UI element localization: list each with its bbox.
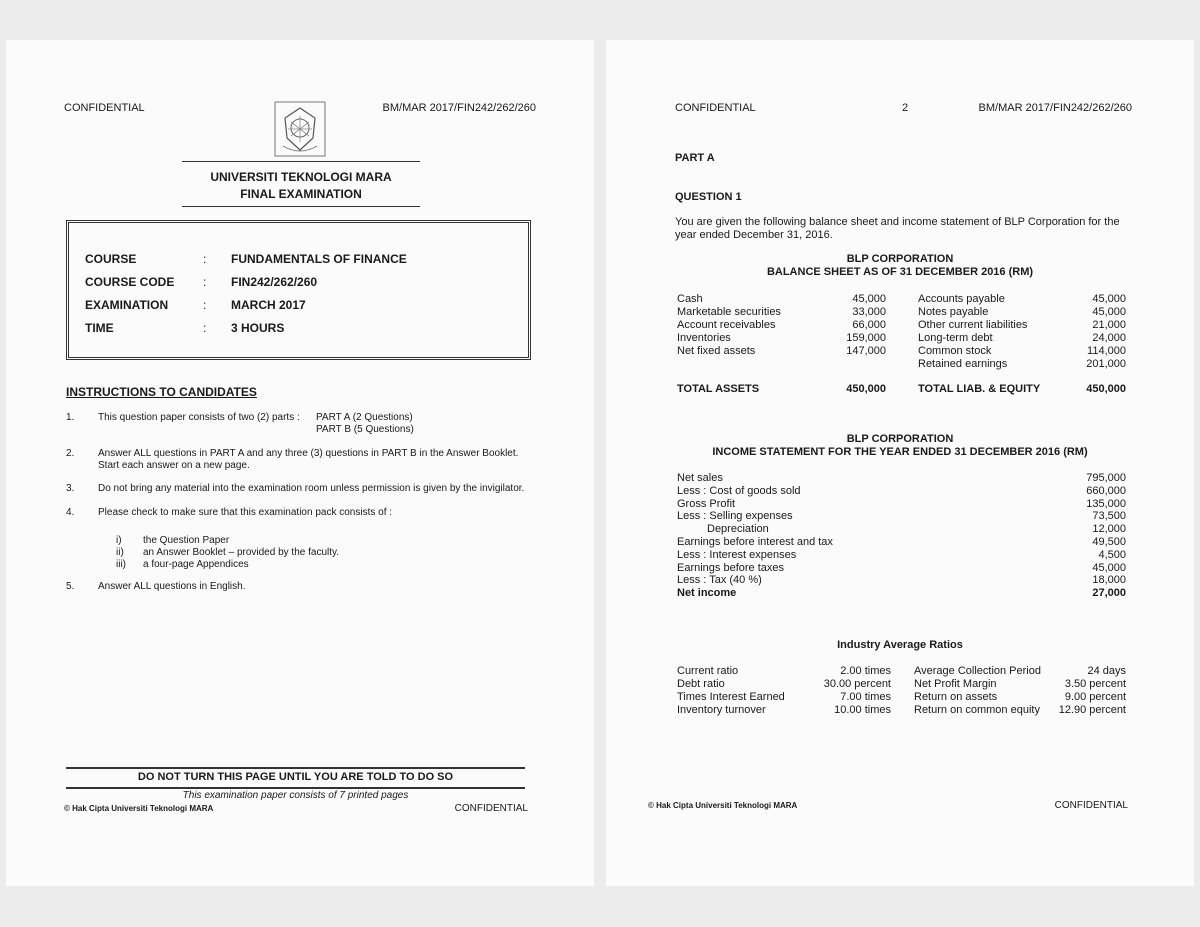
asset-label: Inventories [677,332,731,344]
income-line-value: 660,000 [1086,484,1126,497]
liability-label: Retained earnings [918,358,1008,370]
income-line-value: 49,500 [1092,536,1126,548]
question-intro: year ended December 31, 2016. [675,229,833,241]
footer-rule-top [66,767,525,769]
income-line-label: Net sales [677,472,723,484]
info-separator: : [203,298,207,312]
cover-page [6,40,594,886]
income-line-label: Gross Profit [677,497,736,510]
income-line-value: 795,000 [1086,472,1126,484]
income-line-value: 135,000 [1086,497,1126,510]
instruction-number: 1. [66,412,75,423]
confidential-header: CONFIDENTIAL [675,102,756,114]
confidential-header: CONFIDENTIAL [64,102,145,114]
course-code-header: BM/MAR 2017/FIN242/262/260 [978,102,1132,114]
income-line-label: Less : Tax (40 %) [677,574,762,587]
ratio-label: Current ratio [677,665,739,677]
liability-label: Common stock [918,345,992,357]
income-line-value: 18,000 [1092,574,1126,587]
do-not-turn-warning: DO NOT TURN THIS PAGE UNTIL YOU ARE TOLD TO DO SO [137,771,454,783]
income-line-value: 12,000 [1092,523,1126,536]
income-line-value: 27,000 [1092,587,1126,600]
asset-value: 159,000 [846,332,886,344]
ratio-label: Times Interest Earned [677,691,785,703]
total-assets-label: TOTAL ASSETS [677,383,760,395]
ratio-value: 7.00 times [840,691,891,703]
info-separator: : [203,252,207,266]
ratio-value: 3.50 percent [1064,678,1126,690]
footer-rule-bottom [66,787,525,789]
confidential-footer: CONFIDENTIAL [454,803,528,814]
question-page [606,40,1194,886]
income-line-value: 73,500 [1092,510,1126,523]
course-code-value: FIN242/262/260 [231,275,318,289]
total-assets-value: 450,000 [846,383,886,395]
confidential-footer: CONFIDENTIAL [1054,800,1128,811]
info-separator: : [203,321,207,335]
income-line-label: Less : Selling expenses [677,510,793,523]
income-line-label: Earnings before interest and tax [677,536,833,548]
liability-value: 24,000 [1092,332,1126,344]
liability-label: Long-term debt [918,332,993,344]
examination-label: EXAMINATION [85,298,169,312]
income-line-label: Less : Interest expenses [677,548,797,561]
ratio-label: Net Profit Margin [914,678,997,690]
sublist-number: i) [116,535,122,546]
income-line-label: Depreciation [707,523,769,536]
ratio-label: Inventory turnover [677,704,766,716]
instruction-text: Start each answer on a new page. [98,460,250,471]
ratio-value: 2.00 times [840,665,891,677]
income-statement-title: INCOME STATEMENT FOR THE YEAR ENDED 31 DECEMBER 2016 (RM) [712,446,1088,458]
balance-sheet-title: BALANCE SHEET AS OF 31 DECEMBER 2016 (RM) [766,266,1034,278]
instruction-text: Answer ALL questions in English. [98,581,246,592]
ratio-value: 10.00 times [834,704,891,716]
instruction-number: 3. [66,483,75,494]
liability-value: 45,000 [1092,306,1126,318]
university-name: UNIVERSITI TEKNOLOGI MARA [210,170,392,184]
asset-value: 45,000 [852,293,886,305]
income-line-value: 4,500 [1098,548,1126,561]
question-intro: You are given the following balance sheet and income statement of BLP Corporation for the [675,216,1120,228]
ratio-value: 30.00 percent [823,678,891,690]
copyright-notice: © Hak Cipta Universiti Teknologi MARA [64,804,214,813]
instruction-text: Do not bring any material into the examination room unless permission is given by the invigilator. [98,483,525,494]
instruction-text: Answer ALL questions in PART A and any three (3) questions in PART B in the Answer Booklet. [98,448,519,459]
ratio-label: Average Collection Period [914,665,1041,677]
liability-value: 114,000 [1087,345,1126,357]
sublist-item: the Question Paper [143,535,230,546]
asset-label: Marketable securities [677,306,781,318]
sublist-item: an Answer Booklet – provided by the faculty. [143,547,340,558]
ratio-label: Return on common equity [914,704,1040,716]
income-statement-company: BLP CORPORATION [846,433,954,445]
course-code-label: COURSE CODE [85,275,175,289]
ratio-value: 24 days [1087,665,1126,677]
instruction-number: 5. [66,581,75,592]
asset-label: Account receivables [677,319,776,331]
sublist-number: iii) [116,559,126,570]
ratio-value: 9.00 percent [1064,691,1126,703]
copyright-notice: © Hak Cipta Universiti Teknologi MARA [648,801,798,810]
instruction-text: This question paper consists of two (2) parts : [98,412,300,423]
page-count-note: This examination paper consists of 7 printed pages [182,790,409,801]
sublist-number: ii) [116,547,124,558]
income-line-label: Less : Cost of goods sold [677,484,801,497]
asset-value: 33,000 [852,306,886,318]
liability-label: Other current liabilities [918,319,1028,331]
question-heading: QUESTION 1 [675,191,742,203]
liability-label: Accounts payable [918,293,1005,305]
course-info-box [66,220,531,360]
title-rule-top [182,161,420,162]
ratio-value: 12.90 percent [1058,704,1126,716]
time-value: 3 HOURS [231,321,285,335]
income-line-label: Earnings before taxes [677,561,785,574]
liability-value: 21,000 [1092,319,1126,331]
instruction-number: 4. [66,507,75,518]
exam-title: FINAL EXAMINATION [240,187,362,201]
course-label: COURSE [85,252,137,266]
total-liabilities-equity-label: TOTAL LIAB. & EQUITY [918,383,1041,395]
liability-label: Notes payable [918,306,989,318]
course-code-header: BM/MAR 2017/FIN242/262/260 [382,102,536,114]
asset-value: 66,000 [852,319,886,331]
income-line-value: 45,000 [1092,561,1126,574]
uitm-crest-logo [273,100,327,158]
total-liabilities-equity-value: 450,000 [1086,383,1126,395]
sublist-item: a four-page Appendices [143,559,249,570]
income-line-label: Net income [677,587,737,600]
course-value: FUNDAMENTALS OF FINANCE [231,252,407,266]
time-label: TIME [85,321,114,335]
balance-sheet-company: BLP CORPORATION [846,253,954,265]
asset-label: Net fixed assets [677,345,756,357]
instruction-number: 2. [66,448,75,459]
title-rule-bottom [182,206,420,207]
asset-value: 147,000 [846,345,886,357]
instructions-heading: INSTRUCTIONS TO CANDIDATES [66,385,257,399]
info-separator: : [203,275,207,289]
liability-value: 201,000 [1086,358,1126,370]
industry-ratios-title: Industry Average Ratios [837,639,963,651]
part-heading: PART A [675,152,715,164]
page-number: 2 [902,102,909,114]
part-a-count: PART A (2 Questions) [316,412,413,423]
liability-value: 45,000 [1092,293,1126,305]
examination-value: MARCH 2017 [231,298,306,312]
ratio-label: Return on assets [914,691,998,703]
part-b-count: PART B (5 Questions) [316,424,414,435]
ratio-label: Debt ratio [677,678,725,690]
asset-label: Cash [677,293,703,305]
instruction-text: Please check to make sure that this examination pack consists of : [98,507,393,518]
